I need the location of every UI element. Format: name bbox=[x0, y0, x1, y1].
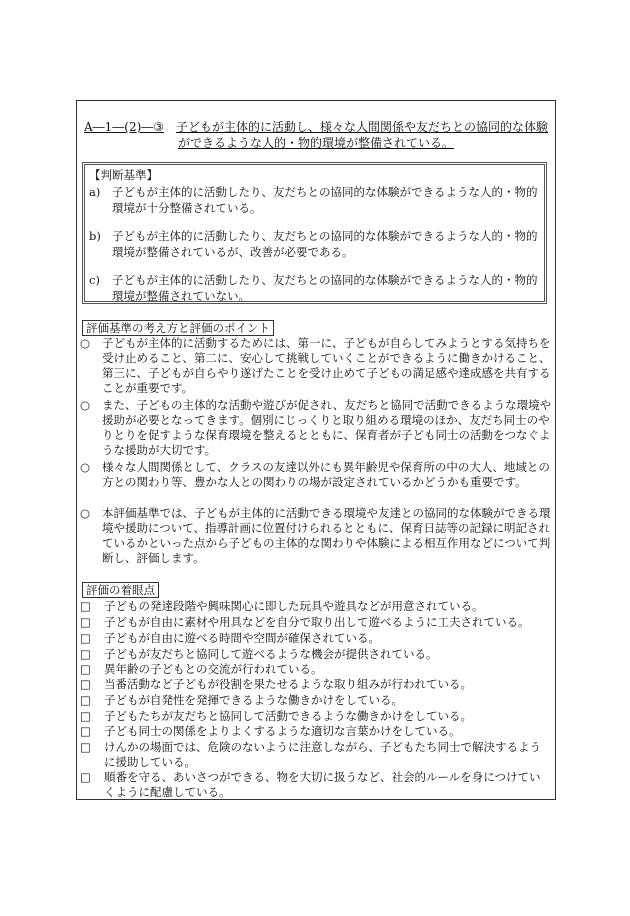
check-item bbox=[80, 693, 552, 708]
circle-bullet: ○ bbox=[80, 506, 91, 520]
check-text: 順番を守る、あいさつができる、物を大切に扱うなど、社会的ルールを身につけていくように配慮している。 bbox=[104, 770, 541, 799]
circle-bullet: ○ bbox=[80, 336, 91, 350]
criteria-item-a bbox=[89, 184, 544, 216]
check-text: 子ども同士の関係をよりよくするような適切な言葉かけをしている。 bbox=[104, 724, 461, 738]
point-item bbox=[80, 398, 552, 458]
check-item bbox=[80, 709, 552, 724]
check-text: 当番活動など子どもが役割を果たせるような取り組みが行われている。 bbox=[104, 677, 472, 691]
checkbox-icon: □ bbox=[80, 724, 91, 738]
criteria-item-c bbox=[89, 272, 544, 304]
point-item bbox=[80, 506, 552, 566]
check-text: けんかの場面では、危険のないように注意しながら、子どもたち同士で解決するように援助している。 bbox=[104, 740, 541, 769]
checkbox-icon: □ bbox=[80, 647, 91, 661]
check-item bbox=[80, 647, 552, 662]
check-item bbox=[80, 599, 552, 614]
point-item bbox=[80, 336, 552, 396]
criteria-marker: c) bbox=[89, 273, 100, 287]
circle-bullet: ○ bbox=[80, 398, 91, 412]
check-item bbox=[80, 662, 552, 677]
checkbox-icon: □ bbox=[80, 709, 91, 723]
checkbox-icon: □ bbox=[80, 770, 91, 784]
title-line-1: 子どもが主体的に活動し、様々な人間関係や友だちとの協同的な体験 bbox=[176, 120, 549, 134]
checkbox-icon: □ bbox=[80, 631, 91, 645]
title-code: A―1―(2)―③ bbox=[84, 120, 165, 134]
criteria-text: 子どもが主体的に活動したり、友だちとの協同的な体験ができるような人的・物的環境が十分整備されている。 bbox=[112, 185, 538, 215]
criteria-item-b bbox=[89, 228, 544, 260]
check-item bbox=[80, 677, 552, 692]
check-text: 子どもが自由に素材や用具などを自分で取り出して遊べるように工夫されている。 bbox=[104, 615, 530, 629]
point-text: 様々な人間関係として、クラスの友達以外にも異年齢児や保育所の中の大人、地域との方との関わり等、豊かな人との関わりの場が設定されているかどうかも重要です。 bbox=[102, 460, 550, 489]
criteria-marker: b) bbox=[89, 229, 101, 243]
criteria-heading: 【判断基準】 bbox=[89, 168, 158, 182]
check-text: 異年齢の子どもとの交流が行われている。 bbox=[104, 662, 323, 676]
point-text: 本評価基準では、子どもが主体的に活動できる環境や友達との協同的な体験ができる環境や援助について、指導計画に位置付けられるとともに、保育日誌等の記録に明記されているかといった点から子どもの主体的な関わりや体験による相互作用などについて判断し、評価します。 bbox=[102, 506, 551, 565]
check-text: 子どもたちが友だちと協同して活動できるような働きかけをしている。 bbox=[104, 709, 472, 723]
judgment-criteria-box bbox=[82, 162, 547, 304]
check-text: 子どもの発達段階や興味関心に即した玩具や遊具などが用意されている。 bbox=[104, 599, 484, 613]
criteria-text: 子どもが主体的に活動したり、友だちとの協同的な体験ができるような人的・物的環境が整備されていない。 bbox=[112, 273, 538, 303]
check-text: 子どもが自由に遊べる時間や空間が確保されている。 bbox=[104, 631, 380, 645]
checkbox-icon: □ bbox=[80, 740, 91, 754]
check-item bbox=[80, 740, 552, 770]
point-text: 子どもが主体的に活動するためには、第一に、子どもが自らしてみようとする気持ちを受け止めること、第二に、安心して挑戦していくことができるように働きかけること、第三に、子どもが自らやり遂げたことを受け止めて子どもの満足感や達成感を共有することが重要です。 bbox=[102, 336, 551, 395]
check-text: 子どもが自発性を発揮できるような働きかけをしている。 bbox=[104, 693, 403, 707]
check-item bbox=[80, 631, 552, 646]
checkbox-icon: □ bbox=[80, 693, 91, 707]
point-text: また、子どもの主体的な活動や遊びが促され、友だちと協同で活動できるような環境や援助が必要となってきます。個別にじっくりと取り組める環境のほか、友だち同士のやりとりを促すような保育環境を整えるとともに、保育者が子ども同士の活動をつなぐような援助が大切です。 bbox=[102, 398, 552, 457]
title-line-2: ができるような人的・物的環境が整備されている。 bbox=[178, 136, 455, 150]
criteria-marker: a) bbox=[89, 185, 101, 199]
page-title bbox=[84, 119, 554, 151]
checkbox-icon: □ bbox=[80, 615, 91, 629]
check-text: 子どもが友だちと協同して遊べるような機会が提供されている。 bbox=[104, 647, 438, 661]
circle-bullet: ○ bbox=[80, 460, 91, 474]
checkbox-icon: □ bbox=[80, 677, 91, 691]
check-item bbox=[80, 724, 552, 739]
check-item bbox=[80, 770, 552, 800]
check-item bbox=[80, 615, 552, 630]
point-item bbox=[80, 460, 552, 490]
points-heading: 評価基準の考え方と評価のポイント bbox=[82, 320, 274, 336]
checkbox-icon: □ bbox=[80, 599, 91, 613]
criteria-text: 子どもが主体的に活動したり、友だちとの協同的な体験ができるような人的・物的環境が整備されているが、改善が必要である。 bbox=[112, 229, 538, 259]
checkbox-icon: □ bbox=[80, 662, 91, 676]
checks-heading: 評価の着眼点 bbox=[82, 582, 159, 598]
